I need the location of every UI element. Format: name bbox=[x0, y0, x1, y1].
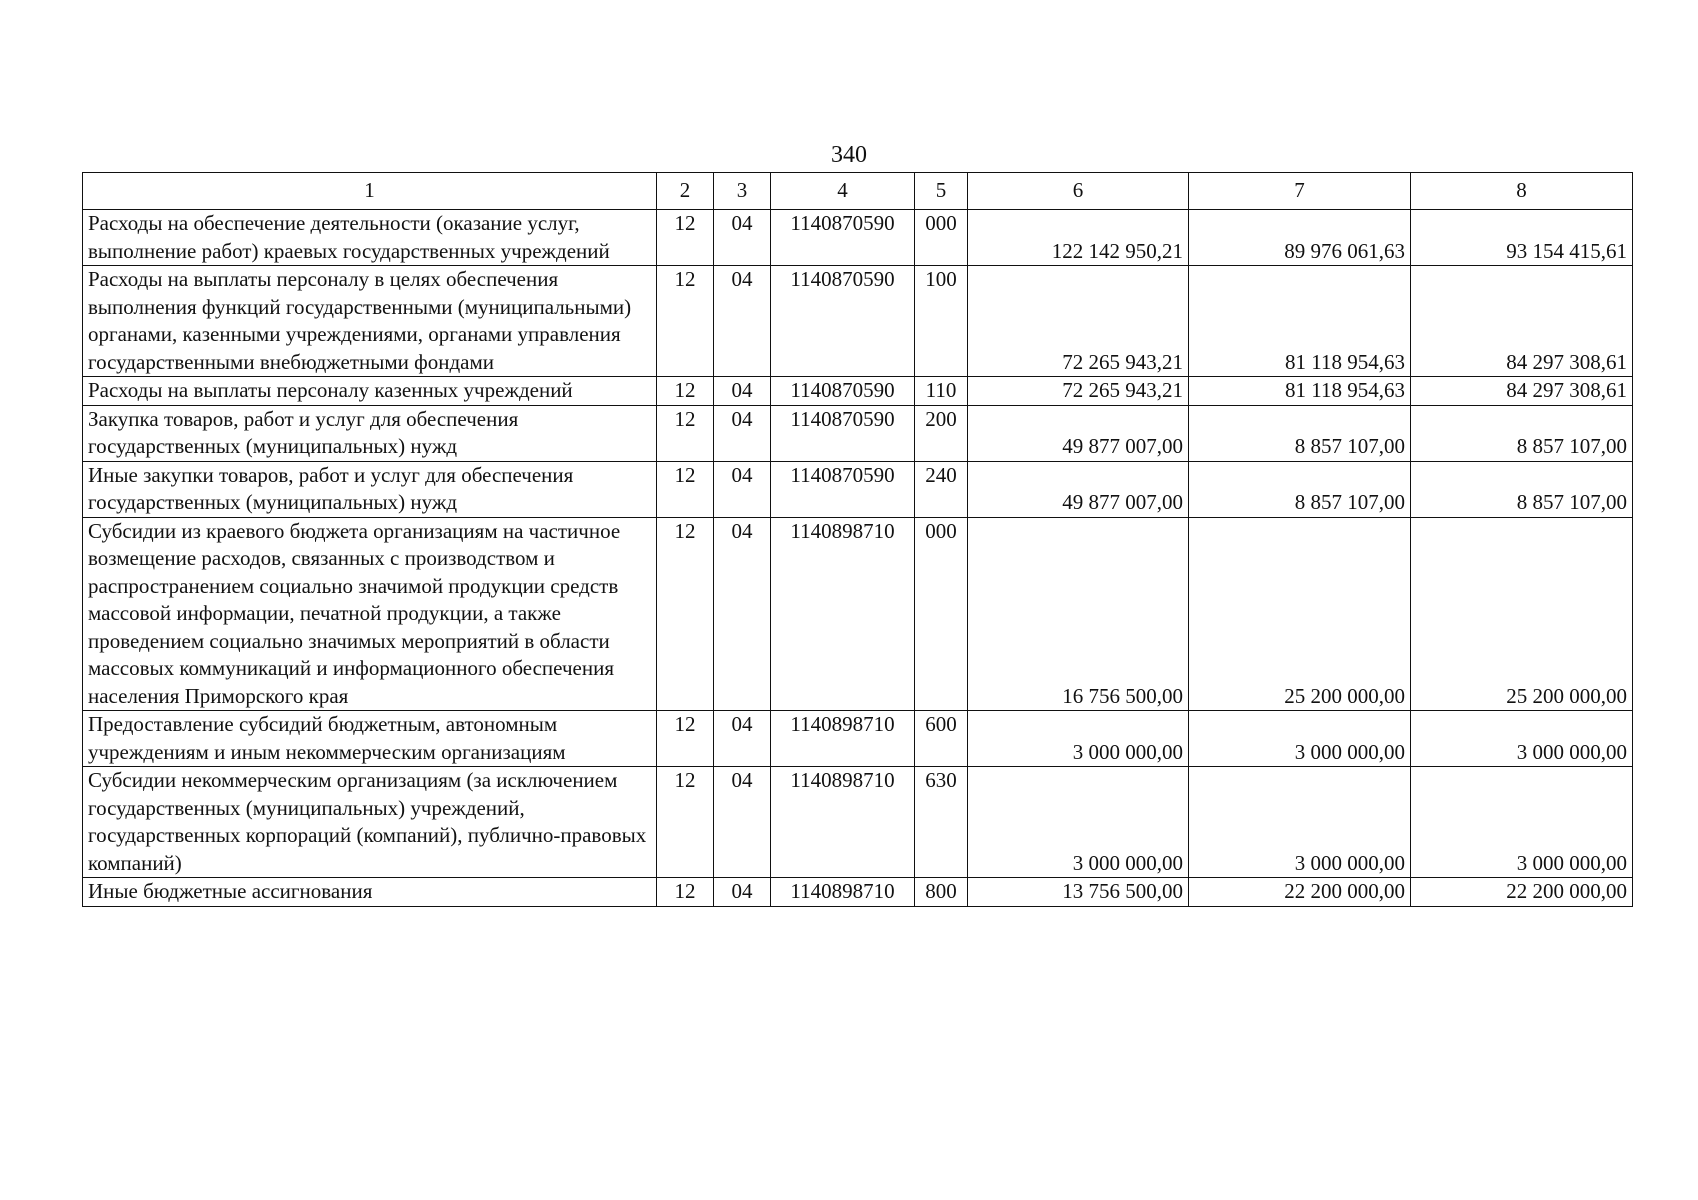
target-article-code: 1140898710 bbox=[771, 878, 915, 907]
amount-col-7: 3 000 000,00 bbox=[1189, 767, 1411, 878]
amount-col-6: 49 877 007,00 bbox=[968, 405, 1189, 461]
amount-col-7: 3 000 000,00 bbox=[1189, 711, 1411, 767]
section-code: 12 bbox=[657, 767, 714, 878]
target-article-code: 1140870590 bbox=[771, 266, 915, 377]
amount-col-7: 81 118 954,63 bbox=[1189, 266, 1411, 377]
subsection-code: 04 bbox=[714, 377, 771, 406]
amount-col-6: 13 756 500,00 bbox=[968, 878, 1189, 907]
column-header: 4 bbox=[771, 173, 915, 210]
section-code: 12 bbox=[657, 711, 714, 767]
expense-type-code: 000 bbox=[915, 210, 968, 266]
amount-col-8: 93 154 415,61 bbox=[1411, 210, 1633, 266]
expense-type-code: 110 bbox=[915, 377, 968, 406]
table-row bbox=[83, 377, 1633, 406]
amount-col-8: 84 297 308,61 bbox=[1411, 377, 1633, 406]
page-number: 340 bbox=[831, 142, 867, 168]
column-header: 3 bbox=[714, 173, 771, 210]
expense-name: Субсидии некоммерческим организациям (за исключением государственных (муниципальных) учреждений, государственных корпораций (компаний), публично-правовых компаний) bbox=[83, 767, 657, 878]
section-code: 12 bbox=[657, 210, 714, 266]
budget-table bbox=[82, 172, 1633, 907]
expense-type-code: 630 bbox=[915, 767, 968, 878]
column-header: 7 bbox=[1189, 173, 1411, 210]
section-code: 12 bbox=[657, 517, 714, 711]
expense-name: Закупка товаров, работ и услуг для обеспечения государственных (муниципальных) нужд bbox=[83, 405, 657, 461]
amount-col-8: 3 000 000,00 bbox=[1411, 711, 1633, 767]
table-row bbox=[83, 461, 1633, 517]
expense-name: Расходы на выплаты персоналу в целях обеспечения выполнения функций государственными (муниципальными) органами, казенными учреждениями, органами управления государственными внебюджетными фондами bbox=[83, 266, 657, 377]
column-header: 2 bbox=[657, 173, 714, 210]
subsection-code: 04 bbox=[714, 461, 771, 517]
expense-name: Иные бюджетные ассигнования bbox=[83, 878, 657, 907]
subsection-code: 04 bbox=[714, 767, 771, 878]
section-code: 12 bbox=[657, 377, 714, 406]
amount-col-6: 3 000 000,00 bbox=[968, 767, 1189, 878]
subsection-code: 04 bbox=[714, 405, 771, 461]
column-header: 1 bbox=[83, 173, 657, 210]
amount-col-7: 89 976 061,63 bbox=[1189, 210, 1411, 266]
table-row bbox=[83, 711, 1633, 767]
section-code: 12 bbox=[657, 405, 714, 461]
table-row bbox=[83, 405, 1633, 461]
table-row bbox=[83, 878, 1633, 907]
amount-col-8: 8 857 107,00 bbox=[1411, 461, 1633, 517]
amount-col-8: 8 857 107,00 bbox=[1411, 405, 1633, 461]
amount-col-6: 3 000 000,00 bbox=[968, 711, 1189, 767]
amount-col-8: 3 000 000,00 bbox=[1411, 767, 1633, 878]
amount-col-7: 8 857 107,00 bbox=[1189, 461, 1411, 517]
subsection-code: 04 bbox=[714, 266, 771, 377]
amount-col-7: 25 200 000,00 bbox=[1189, 517, 1411, 711]
amount-col-6: 72 265 943,21 bbox=[968, 377, 1189, 406]
expense-type-code: 100 bbox=[915, 266, 968, 377]
expense-type-code: 200 bbox=[915, 405, 968, 461]
expense-name: Расходы на выплаты персоналу казенных учреждений bbox=[83, 377, 657, 406]
table-row bbox=[83, 517, 1633, 711]
subsection-code: 04 bbox=[714, 210, 771, 266]
header-row bbox=[83, 173, 1633, 210]
target-article-code: 1140870590 bbox=[771, 405, 915, 461]
subsection-code: 04 bbox=[714, 878, 771, 907]
table-row bbox=[83, 210, 1633, 266]
target-article-code: 1140870590 bbox=[771, 210, 915, 266]
column-header: 6 bbox=[968, 173, 1189, 210]
subsection-code: 04 bbox=[714, 517, 771, 711]
expense-name: Предоставление субсидий бюджетным, автономным учреждениям и иным некоммерческим организациям bbox=[83, 711, 657, 767]
section-code: 12 bbox=[657, 461, 714, 517]
target-article-code: 1140898710 bbox=[771, 767, 915, 878]
expense-type-code: 000 bbox=[915, 517, 968, 711]
amount-col-8: 22 200 000,00 bbox=[1411, 878, 1633, 907]
amount-col-8: 25 200 000,00 bbox=[1411, 517, 1633, 711]
target-article-code: 1140898710 bbox=[771, 711, 915, 767]
expense-type-code: 800 bbox=[915, 878, 968, 907]
expense-name: Иные закупки товаров, работ и услуг для обеспечения государственных (муниципальных) нужд bbox=[83, 461, 657, 517]
amount-col-6: 16 756 500,00 bbox=[968, 517, 1189, 711]
section-code: 12 bbox=[657, 878, 714, 907]
amount-col-6: 49 877 007,00 bbox=[968, 461, 1189, 517]
column-header: 8 bbox=[1411, 173, 1633, 210]
amount-col-6: 72 265 943,21 bbox=[968, 266, 1189, 377]
target-article-code: 1140870590 bbox=[771, 461, 915, 517]
amount-col-6: 122 142 950,21 bbox=[968, 210, 1189, 266]
amount-col-7: 8 857 107,00 bbox=[1189, 405, 1411, 461]
expense-type-code: 240 bbox=[915, 461, 968, 517]
target-article-code: 1140870590 bbox=[771, 377, 915, 406]
amount-col-7: 81 118 954,63 bbox=[1189, 377, 1411, 406]
amount-col-7: 22 200 000,00 bbox=[1189, 878, 1411, 907]
section-code: 12 bbox=[657, 266, 714, 377]
target-article-code: 1140898710 bbox=[771, 517, 915, 711]
table-row bbox=[83, 266, 1633, 377]
column-header: 5 bbox=[915, 173, 968, 210]
expense-type-code: 600 bbox=[915, 711, 968, 767]
expense-name: Субсидии из краевого бюджета организациям на частичное возмещение расходов, связанных с производством и распространением социально значимой продукции средств массовой информации, печатной продукции, а также проведением социально значимых мероприятий в области массовых коммуникаций и информационного обеспечения населения Приморского края bbox=[83, 517, 657, 711]
table-row bbox=[83, 767, 1633, 878]
subsection-code: 04 bbox=[714, 711, 771, 767]
amount-col-8: 84 297 308,61 bbox=[1411, 266, 1633, 377]
expense-name: Расходы на обеспечение деятельности (оказание услуг, выполнение работ) краевых государственных учреждений bbox=[83, 210, 657, 266]
